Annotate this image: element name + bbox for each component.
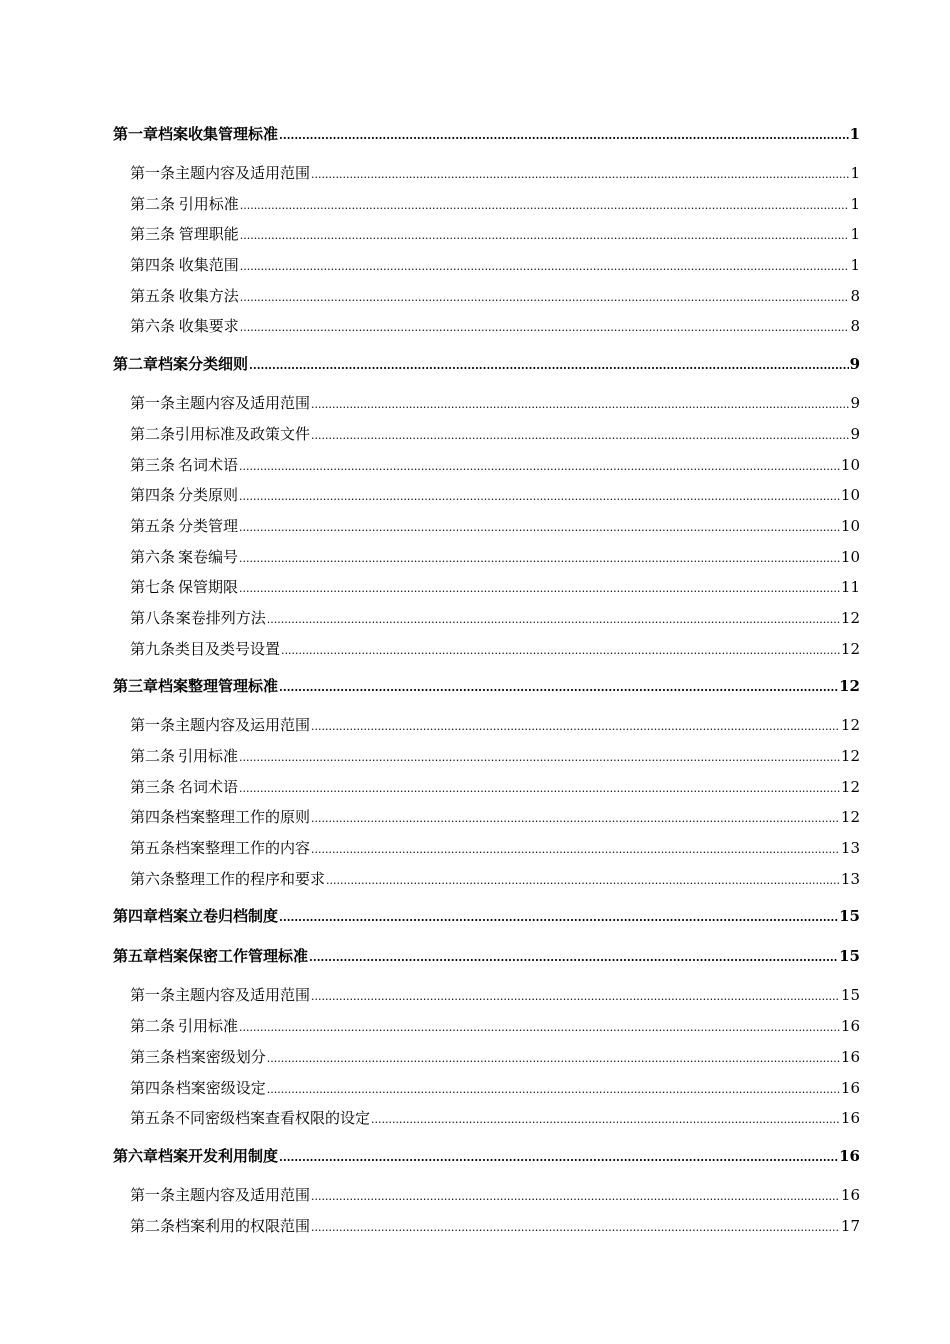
article-title: 类目及类号设置 <box>175 639 281 658</box>
article-number: 第一条 <box>130 1185 176 1204</box>
dot-leader <box>311 158 849 191</box>
article-number: 第五条 <box>130 516 176 535</box>
article-number: 第五条 <box>130 286 176 305</box>
article-number: 第三条 <box>130 1047 176 1066</box>
toc-article-entry[interactable] <box>113 311 860 342</box>
dot-leader <box>311 419 849 452</box>
article-number: 第八条 <box>130 608 176 627</box>
toc-article-entry[interactable] <box>113 980 860 1011</box>
toc-article-entry[interactable] <box>113 450 860 481</box>
toc-article-entry[interactable] <box>113 542 860 573</box>
dot-leader <box>267 603 840 636</box>
chapter-page-number: 15 <box>839 907 860 926</box>
toc-chapter-entry[interactable] <box>113 670 860 710</box>
dot-leader <box>326 864 840 897</box>
dot-leader <box>311 1180 840 1213</box>
article-number: 第二条 <box>130 1216 176 1235</box>
dot-leader <box>239 741 840 774</box>
toc-article-entry[interactable] <box>113 1180 860 1211</box>
article-title: 收集要求 <box>178 317 239 336</box>
article-title: 分类管理 <box>177 516 238 535</box>
toc-article-entry[interactable] <box>113 1011 860 1042</box>
article-page-number: 15 <box>840 986 860 1005</box>
article-page-number: 17 <box>840 1216 860 1235</box>
article-title: 档案利用的权限范围 <box>175 1216 311 1235</box>
dot-leader <box>239 511 840 544</box>
chapter-title: 档案立卷归档制度 <box>158 907 279 926</box>
article-title: 档案密级划分 <box>175 1047 266 1066</box>
chapter-title: 档案分类细则 <box>158 355 249 374</box>
dot-leader <box>267 1042 840 1075</box>
article-number: 第一条 <box>130 394 176 413</box>
article-title: 主题内容及适用范围 <box>175 164 311 182</box>
article-title: 引用标准 <box>177 1017 238 1036</box>
article-number: 第六条 <box>130 547 176 566</box>
toc-article-entry[interactable] <box>113 833 860 864</box>
article-title: 收集范围 <box>178 256 239 275</box>
article-number: 第一条 <box>130 716 176 735</box>
dot-leader <box>281 634 840 667</box>
article-title: 收集方法 <box>178 286 239 305</box>
article-number: 第三条 <box>130 777 176 796</box>
article-page-number: 9 <box>850 394 860 413</box>
toc-article-entry[interactable] <box>113 802 860 833</box>
dot-leader <box>240 281 850 314</box>
dot-leader <box>240 189 850 222</box>
article-page-number: 13 <box>840 839 860 858</box>
article-page-number: 16 <box>840 1017 860 1036</box>
toc-chapter-entry[interactable] <box>113 900 860 940</box>
dot-leader <box>267 1073 840 1106</box>
article-title: 引用标准 <box>178 194 239 213</box>
article-title: 主题内容及适用范围 <box>175 394 311 413</box>
dot-leader <box>239 480 840 513</box>
article-title: 引用标准及政策文件 <box>175 424 311 443</box>
chapter-number: 第四章 <box>113 907 159 926</box>
toc-chapter-entry[interactable] <box>113 940 860 980</box>
article-title: 主题内容及适用范围 <box>175 1185 311 1204</box>
article-title: 案卷排列方法 <box>175 608 266 627</box>
article-page-number: 1 <box>850 164 860 182</box>
article-number: 第二条 <box>130 194 176 213</box>
article-page-number: 13 <box>840 869 860 888</box>
article-number: 第五条 <box>130 839 176 858</box>
toc-article-entry[interactable] <box>113 281 860 312</box>
chapter-page-number: 16 <box>839 1146 860 1165</box>
chapter-number: 第一章 <box>113 125 159 143</box>
dot-leader <box>240 250 850 283</box>
table-of-contents <box>113 118 860 1247</box>
toc-article-entry[interactable] <box>113 158 860 189</box>
article-page-number: 12 <box>840 808 860 827</box>
toc-article-entry[interactable] <box>113 219 860 250</box>
toc-article-entry[interactable] <box>113 634 860 665</box>
article-page-number: 10 <box>840 455 860 474</box>
article-page-number: 10 <box>840 547 860 566</box>
article-page-number: 16 <box>840 1078 860 1097</box>
article-title: 案卷编号 <box>177 547 238 566</box>
article-title: 档案密级设定 <box>175 1078 266 1097</box>
dot-leader <box>240 311 850 344</box>
article-title: 分类原则 <box>177 486 238 505</box>
toc-article-entry[interactable] <box>113 250 860 281</box>
article-page-number: 1 <box>850 194 860 213</box>
article-title: 名词术语 <box>177 777 238 796</box>
toc-article-entry[interactable] <box>113 1103 860 1134</box>
dot-leader <box>239 572 840 605</box>
article-number: 第四条 <box>130 808 176 827</box>
dot-leader <box>311 710 840 743</box>
chapter-page-number: 9 <box>849 355 860 374</box>
article-number: 第六条 <box>130 869 176 888</box>
article-title: 主题内容及适用范围 <box>175 986 311 1005</box>
chapter-number: 第三章 <box>113 677 159 696</box>
toc-article-entry[interactable] <box>113 741 860 772</box>
article-title: 保管期限 <box>177 578 238 597</box>
article-page-number: 12 <box>840 777 860 796</box>
toc-article-entry[interactable] <box>113 572 860 603</box>
article-title: 名词术语 <box>177 455 238 474</box>
toc-article-entry[interactable] <box>113 1211 860 1242</box>
chapter-title: 档案收集管理标准 <box>158 125 279 143</box>
toc-chapter-entry[interactable] <box>113 118 860 158</box>
article-page-number: 11 <box>840 578 860 597</box>
article-number: 第四条 <box>130 486 176 505</box>
article-title: 主题内容及运用范围 <box>175 716 311 735</box>
dot-leader <box>311 802 840 835</box>
toc-chapter-entry[interactable] <box>113 1140 860 1180</box>
dot-leader <box>311 980 840 1013</box>
dot-leader <box>279 1140 838 1174</box>
toc-article-entry[interactable] <box>113 480 860 511</box>
dot-leader <box>279 670 838 704</box>
toc-article-entry[interactable] <box>113 864 860 895</box>
dot-leader <box>240 219 850 252</box>
dot-leader <box>239 450 840 483</box>
article-number: 第九条 <box>130 639 176 658</box>
article-number: 第三条 <box>130 455 176 474</box>
toc-article-entry[interactable] <box>113 189 860 220</box>
toc-article-entry[interactable] <box>113 511 860 542</box>
article-title: 管理职能 <box>178 225 239 244</box>
article-number: 第一条 <box>130 986 176 1005</box>
article-title: 整理工作的程序和要求 <box>175 869 326 888</box>
article-page-number: 1 <box>850 256 860 275</box>
article-number: 第四条 <box>130 256 176 275</box>
toc-article-entry[interactable] <box>113 1042 860 1073</box>
article-number: 第三条 <box>130 225 176 244</box>
toc-article-entry[interactable] <box>113 1073 860 1104</box>
article-title: 档案整理工作的原则 <box>175 808 311 827</box>
chapter-page-number: 1 <box>849 125 860 143</box>
dot-leader <box>311 1211 840 1244</box>
toc-article-entry[interactable] <box>113 772 860 803</box>
dot-leader <box>239 772 840 805</box>
chapter-page-number: 15 <box>839 947 860 966</box>
article-page-number: 16 <box>840 1109 860 1128</box>
dot-leader <box>239 1011 840 1044</box>
article-page-number: 9 <box>850 424 860 443</box>
toc-chapter-entry[interactable] <box>113 348 860 388</box>
article-number: 第七条 <box>130 578 176 597</box>
article-title: 不同密级档案查看权限的设定 <box>175 1109 371 1128</box>
article-number: 第五条 <box>130 1109 176 1128</box>
article-number: 第四条 <box>130 1078 176 1097</box>
dot-leader <box>311 833 840 866</box>
chapter-page-number: 12 <box>839 677 860 696</box>
chapter-title: 档案保密工作管理标准 <box>158 947 309 966</box>
article-page-number: 16 <box>840 1047 860 1066</box>
dot-leader <box>249 348 849 382</box>
chapter-number: 第二章 <box>113 355 159 374</box>
toc-article-entry[interactable] <box>113 603 860 634</box>
dot-leader <box>279 900 838 934</box>
toc-article-entry[interactable] <box>113 388 860 419</box>
article-page-number: 16 <box>840 1185 860 1204</box>
article-page-number: 1 <box>850 225 860 244</box>
article-page-number: 12 <box>840 747 860 765</box>
dot-leader <box>239 542 840 575</box>
article-title: 档案整理工作的内容 <box>175 839 311 858</box>
toc-article-entry[interactable] <box>113 710 860 741</box>
article-number: 第二条 <box>130 424 176 443</box>
article-page-number: 8 <box>850 286 860 305</box>
article-number: 第二条 <box>130 747 176 765</box>
chapter-title: 档案整理管理标准 <box>158 677 279 696</box>
article-number: 第一条 <box>130 164 176 182</box>
dot-leader <box>279 118 849 152</box>
article-page-number: 10 <box>840 516 860 535</box>
article-page-number: 12 <box>840 639 860 658</box>
dot-leader <box>311 388 849 421</box>
chapter-number: 第六章 <box>113 1146 159 1165</box>
dot-leader <box>309 940 838 974</box>
article-title: 引用标准 <box>177 747 238 765</box>
article-page-number: 12 <box>840 608 860 627</box>
article-page-number: 8 <box>850 317 860 336</box>
article-page-number: 10 <box>840 486 860 505</box>
article-number: 第六条 <box>130 317 176 336</box>
chapter-title: 档案开发利用制度 <box>158 1146 279 1165</box>
chapter-number: 第五章 <box>113 947 159 966</box>
toc-article-entry[interactable] <box>113 419 860 450</box>
article-page-number: 12 <box>840 716 860 735</box>
article-number: 第二条 <box>130 1017 176 1036</box>
dot-leader <box>371 1103 840 1136</box>
